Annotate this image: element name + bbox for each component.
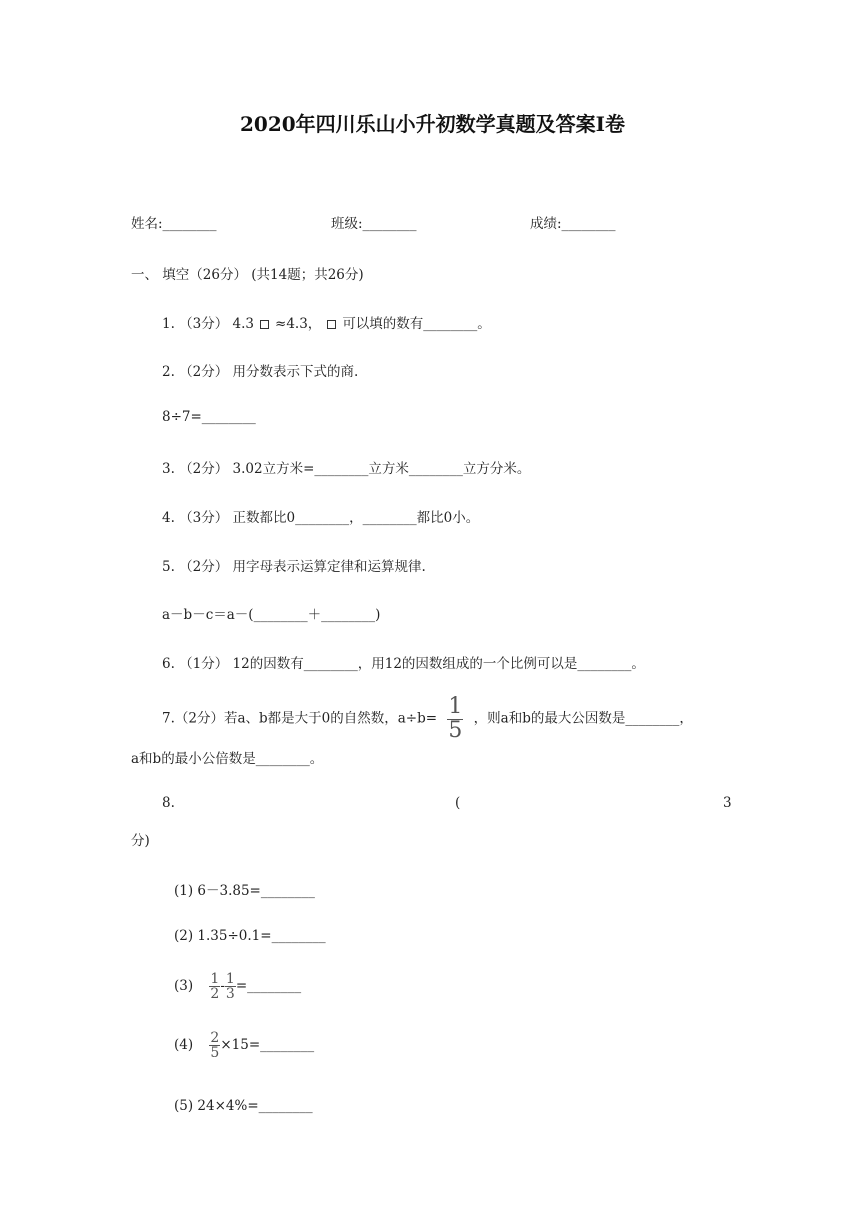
question-6: 6. （1分） 12的因数有________，用12的因数组成的一个比例可以是________。 — [162, 656, 645, 672]
question-5-expression: a－b－c＝a－(________＋________) — [162, 607, 381, 623]
question-8-sub1: (1) 6－3.85=________ — [174, 883, 315, 899]
q8-sub3-minus: - — [220, 978, 225, 994]
page-title: 2020年四川乐山小升初数学真题及答案Ⅰ卷 — [239, 112, 626, 136]
q8-sub3-label: (3) — [174, 978, 194, 994]
box-icon — [327, 320, 336, 329]
question-8-sub4 — [174, 1031, 314, 1060]
q1-middle: ≈4.3， — [275, 316, 322, 332]
score-field: 成绩:________ — [530, 216, 616, 232]
q7-prefix: 7.（2分）若a、b都是大于0的自然数，a÷b= — [162, 710, 438, 727]
q8-sub4-fraction-denominator: 5 — [210, 1045, 220, 1061]
question-8-number: 8. — [162, 795, 175, 811]
question-4: 4. （3分） 正数都比0________，________都比0小。 — [162, 510, 480, 526]
q8-sub3-fraction-1-numerator: 1 — [210, 971, 220, 987]
q7-fraction-numerator: 1 — [448, 694, 463, 719]
question-3: 3. （2分） 3.02立方米=________立方米________立方分米。 — [162, 461, 531, 477]
q8-sub3-fraction-2-numerator: 1 — [225, 971, 235, 987]
question-8-sub5: (5) 24×4%=________ — [174, 1098, 313, 1114]
question-8-points-unit: 分) — [131, 833, 150, 849]
q1-prefix: 1. （3分） 4.3 — [162, 316, 255, 332]
q7-fraction — [447, 696, 463, 742]
q8-sub4-tail: ×15=________ — [220, 1037, 315, 1053]
question-2: 2. （2分） 用分数表示下式的商. — [162, 364, 359, 380]
q8-sub4-label: (4) — [174, 1037, 194, 1053]
question-8-paren: ( — [455, 795, 461, 811]
q7-fraction-denominator: 5 — [448, 718, 463, 743]
class-field: 班级:________ — [331, 216, 417, 232]
q8-sub4-fraction — [209, 1031, 220, 1060]
q8-sub4-fraction-numerator: 2 — [210, 1030, 220, 1046]
question-8-sub3 — [174, 972, 301, 1001]
q8-sub3-fraction-2-denominator: 3 — [225, 986, 235, 1002]
question-5: 5. （2分） 用字母表示运算定律和运算规律. — [162, 559, 426, 575]
q8-sub3-fraction-1 — [209, 972, 220, 1001]
q7-suffix: ，则a和b的最大公因数是________， — [473, 710, 693, 727]
q8-sub3-fraction-2 — [225, 972, 236, 1001]
q8-sub3-tail: =________ — [235, 978, 302, 994]
question-1 — [162, 312, 491, 332]
box-icon — [260, 320, 269, 329]
question-8-points: 3 — [723, 795, 732, 811]
section-heading: 一、 填空（26分） (共14题；共26分) — [131, 267, 364, 283]
q8-sub3-fraction-1-denominator: 2 — [210, 986, 220, 1002]
q1-suffix: 可以填的数有________。 — [342, 316, 491, 332]
question-2-expression: 8÷7=________ — [162, 409, 256, 425]
question-7-line2: a和b的最小公倍数是________。 — [131, 751, 324, 767]
name-field: 姓名:________ — [131, 216, 217, 232]
question-8-sub2: (2) 1.35÷0.1=________ — [174, 928, 326, 944]
question-7 — [162, 696, 693, 742]
